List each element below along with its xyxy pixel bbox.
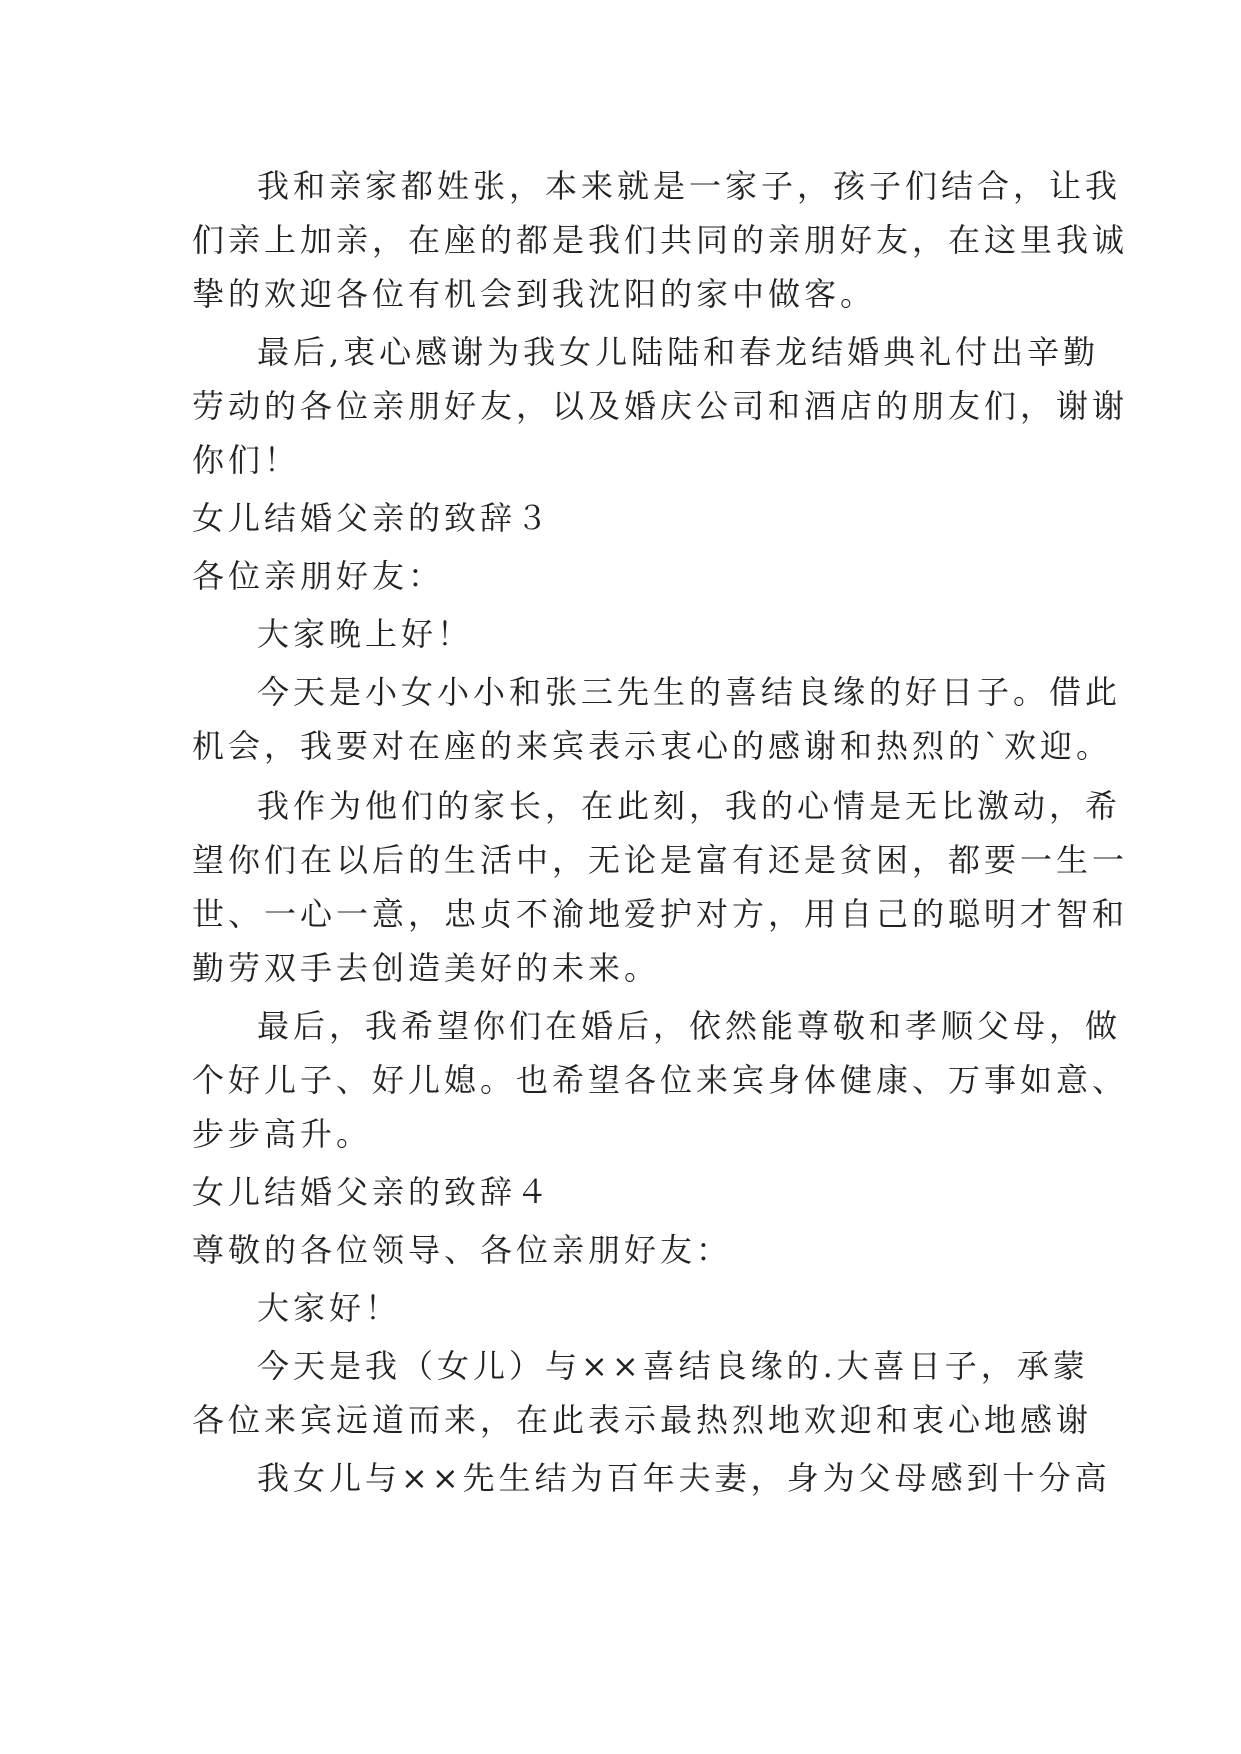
salutation: 尊敬的各位领导、各位亲朋好友： [192,1231,733,1269]
section-heading: 女儿结婚父亲的致辞３ [192,499,553,537]
text-line: 机会，我要对在座的来宾表示衷心的感谢和热烈的`欢迎。 [192,727,1113,765]
text-line: 个好儿子、好儿媳。也希望各位来宾身体健康、万事如意、 [192,1061,1129,1099]
text-line: 我作为他们的家长，在此刻，我的心情是无比激动，希 [257,787,1122,825]
text-line: 劳动的各位亲朋好友，以及婚庆公司和酒店的朋友们，谢谢 [192,387,1129,425]
text-line: 勤劳双手去创造美好的未来。 [192,949,661,987]
text-line: 最后,衷心感谢为我女儿陆陆和春龙结婚典礼付出辛勤 [257,333,1100,371]
greeting: 大家晚上好！ [257,615,474,653]
text-line: 今天是我（女儿）与××喜结良缘的.大喜日子，承蒙 [257,1347,1089,1385]
text-line: 你们！ [192,441,301,479]
text-line: 我女儿与××先生结为百年夫妻，身为父母感到十分高 [257,1459,1111,1497]
salutation: 各位亲朋好友： [192,557,445,595]
text-line: 最后，我希望你们在婚后，依然能尊敬和孝顺父母，做 [257,1007,1122,1045]
text-line: 们亲上加亲，在座的都是我们共同的亲朋好友，在这里我诚 [192,221,1129,259]
text-line: 各位来宾远道而来，在此表示最热烈地欢迎和衷心地感谢 [192,1401,1093,1439]
text-line: 我和亲家都姓张，本来就是一家子，孩子们结合，让我 [257,167,1122,205]
text-line: 世、一心一意，忠贞不渝地爱护对方，用自己的聪明才智和 [192,895,1129,933]
text-line: 挚的欢迎各位有机会到我沈阳的家中做客。 [192,275,877,313]
greeting: 大家好！ [257,1289,402,1327]
text-line: 步步高升。 [192,1115,373,1153]
text-line: 今天是小女小小和张三先生的喜结良缘的好日子。借此 [257,673,1122,711]
text-line: 望你们在以后的生活中，无论是富有还是贫困，都要一生一 [192,841,1129,879]
section-heading: 女儿结婚父亲的致辞４ [192,1173,553,1211]
